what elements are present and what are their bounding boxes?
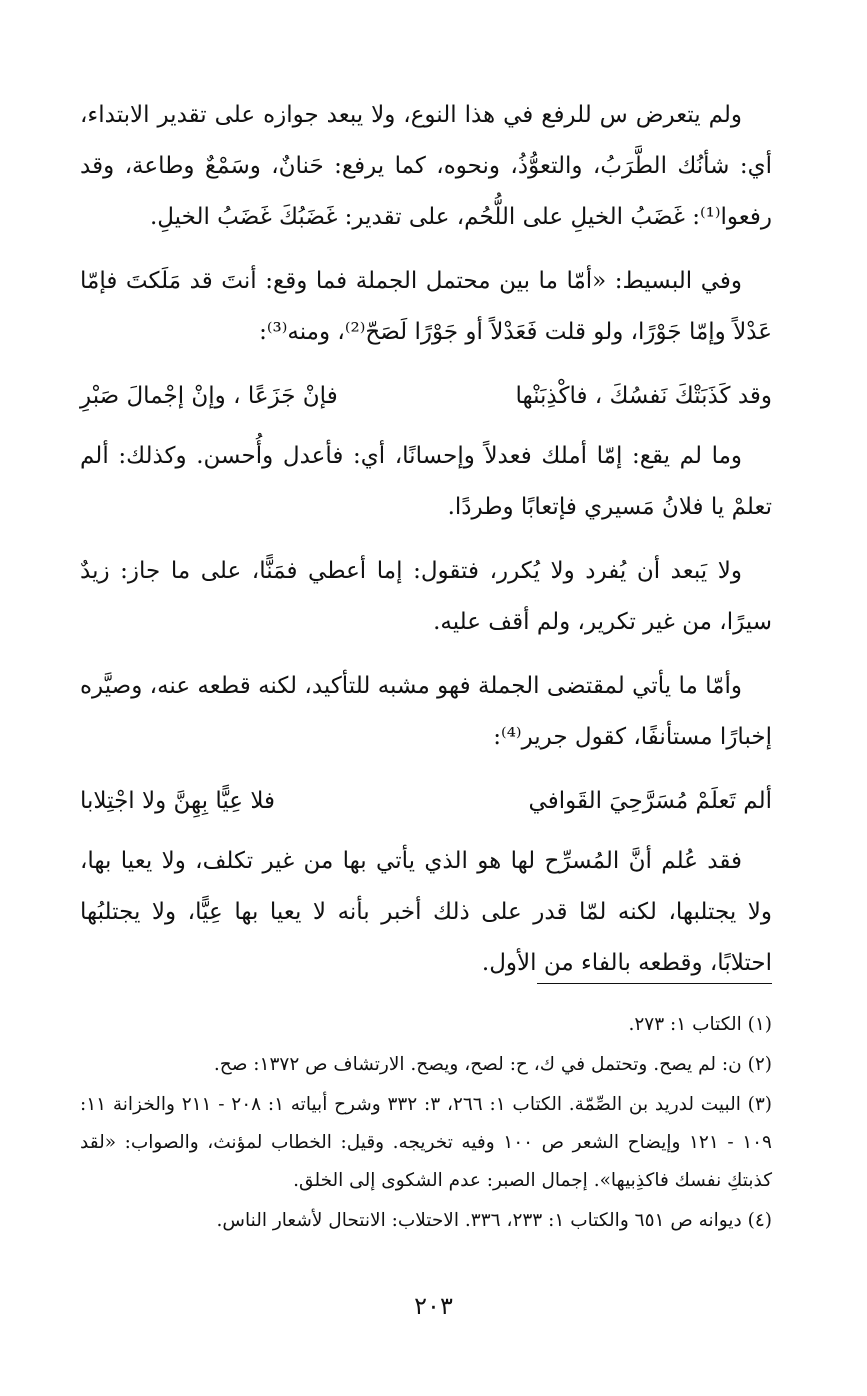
paragraph-1: ولم يتعرض س للرفع في هذا النوع، ولا يبعد جوازه على تقدير الابتداء، أي: شأنُك الطَّرَبُ، والتعوُّذُ، ونحوه، كما يرفع: حَنانٌ، وسَمْعٌ وطاعة، وقد رفعوا⁽¹⁾: غَضَبُ الخيلِ على اللُّحُم، على تقدير: غَضَبُكَ غَضَبُ الخيلِ. (80, 102, 772, 230)
footnote-separator (537, 983, 772, 984)
paragraph-2: وفي البسيط: «أمّا ما بين محتمل الجملة فما وقع: أنتَ قد مَلَكتَ فإمّا عَدْلاً وإمّا جَوْرًا، ولو قلت فَعَدْلاً أو جَوْرًا لَصَحّ⁽²⁾، ومنه⁽³⁾: (80, 268, 772, 345)
verse-2-second-hemistich: فلا عِيًّا بِهِنَّ ولا اجْتِلابا (80, 788, 276, 814)
verse-2-first-hemistich: ألم تَعلَمْ مُسَرَّحِيَ القَوافي (528, 788, 772, 814)
paragraph-5: وأمّا ما يأتي لمقتضى الجملة فهو مشبه للتأكيد، لكنه قطعه عنه، وصيَّره إخبارًا مستأنفًا، كقول جرير⁽⁴⁾: (80, 673, 772, 750)
verse-1-second-hemistich: فإنْ جَزَعًا ، وإنْ إجْمالَ صَبْرِ (80, 383, 338, 409)
main-text (80, 90, 772, 1002)
paragraph-6: فقد عُلم أنَّ المُسرِّح لها هو الذي يأتي بها من غير تكلف، ولا يعيا بها، ولا يجتلبها، لكنه لمّا قدر على ذلك أخبر بأنه لا يعيا بها عِيًّا، ولا يجتلبُها احتلابًا، وقطعه بالفاء من الأول. (80, 848, 772, 976)
verse-line-2 (80, 776, 772, 826)
paragraph-3: وما لم يقع: إمّا أملك فعدلاً وإحسانًا، أي: فأعدل وأُحسن. وكذلك: ألم تعلمْ يا فلانُ مَسيري فإتعابًا وطردًا. (80, 443, 772, 520)
footnotes (80, 1006, 772, 1240)
page-number: ٢٠٣ (414, 1292, 453, 1320)
footnote-3: (٣) البيت لدريد بن الصِّمّة. الكتاب ١: ٢٦٦، ٣: ٣٣٢ وشرح أبياته ١: ٢٠٨ - ٢١١ والخزانة ١١: ١٠٩ - ١٢١ وإيضاح الشعر ص ١٠٠ وفيه تخريجه. وقيل: الخطاب لمؤنث، والصواب: «لقد كذبتكِ نفسك فاكذِبيها». إجمال الصبر: عدم الشكوى إلى الخلق. (80, 1094, 772, 1191)
footnote-2: (٢) ن: لم يصح. وتحتمل في ك، ح: لصح، ويصح. الارتشاف ص ١٣٧٢: صح. (213, 1054, 772, 1075)
footnote-4: (٤) ديوانه ص ٦٥١ والكتاب ١: ٢٣٣، ٣٣٦. الاحتلاب: الانتحال لأشعار الناس. (216, 1210, 772, 1231)
paragraph-4: ولا يَبعد أن يُفرد ولا يُكرر، فتقول: إما أعطي فمَنًّا، على ما جاز: زيدٌ سيرًا، من غير تكرير، ولم أقف عليه. (80, 558, 772, 635)
footnote-1: (١) الكتاب ١: ٢٧٣. (628, 1014, 772, 1035)
verse-1-first-hemistich: وقد كَذَبَتْكَ نَفسُكَ ، فاكْذِبَنْها (515, 383, 772, 409)
verse-line-1 (80, 371, 772, 421)
